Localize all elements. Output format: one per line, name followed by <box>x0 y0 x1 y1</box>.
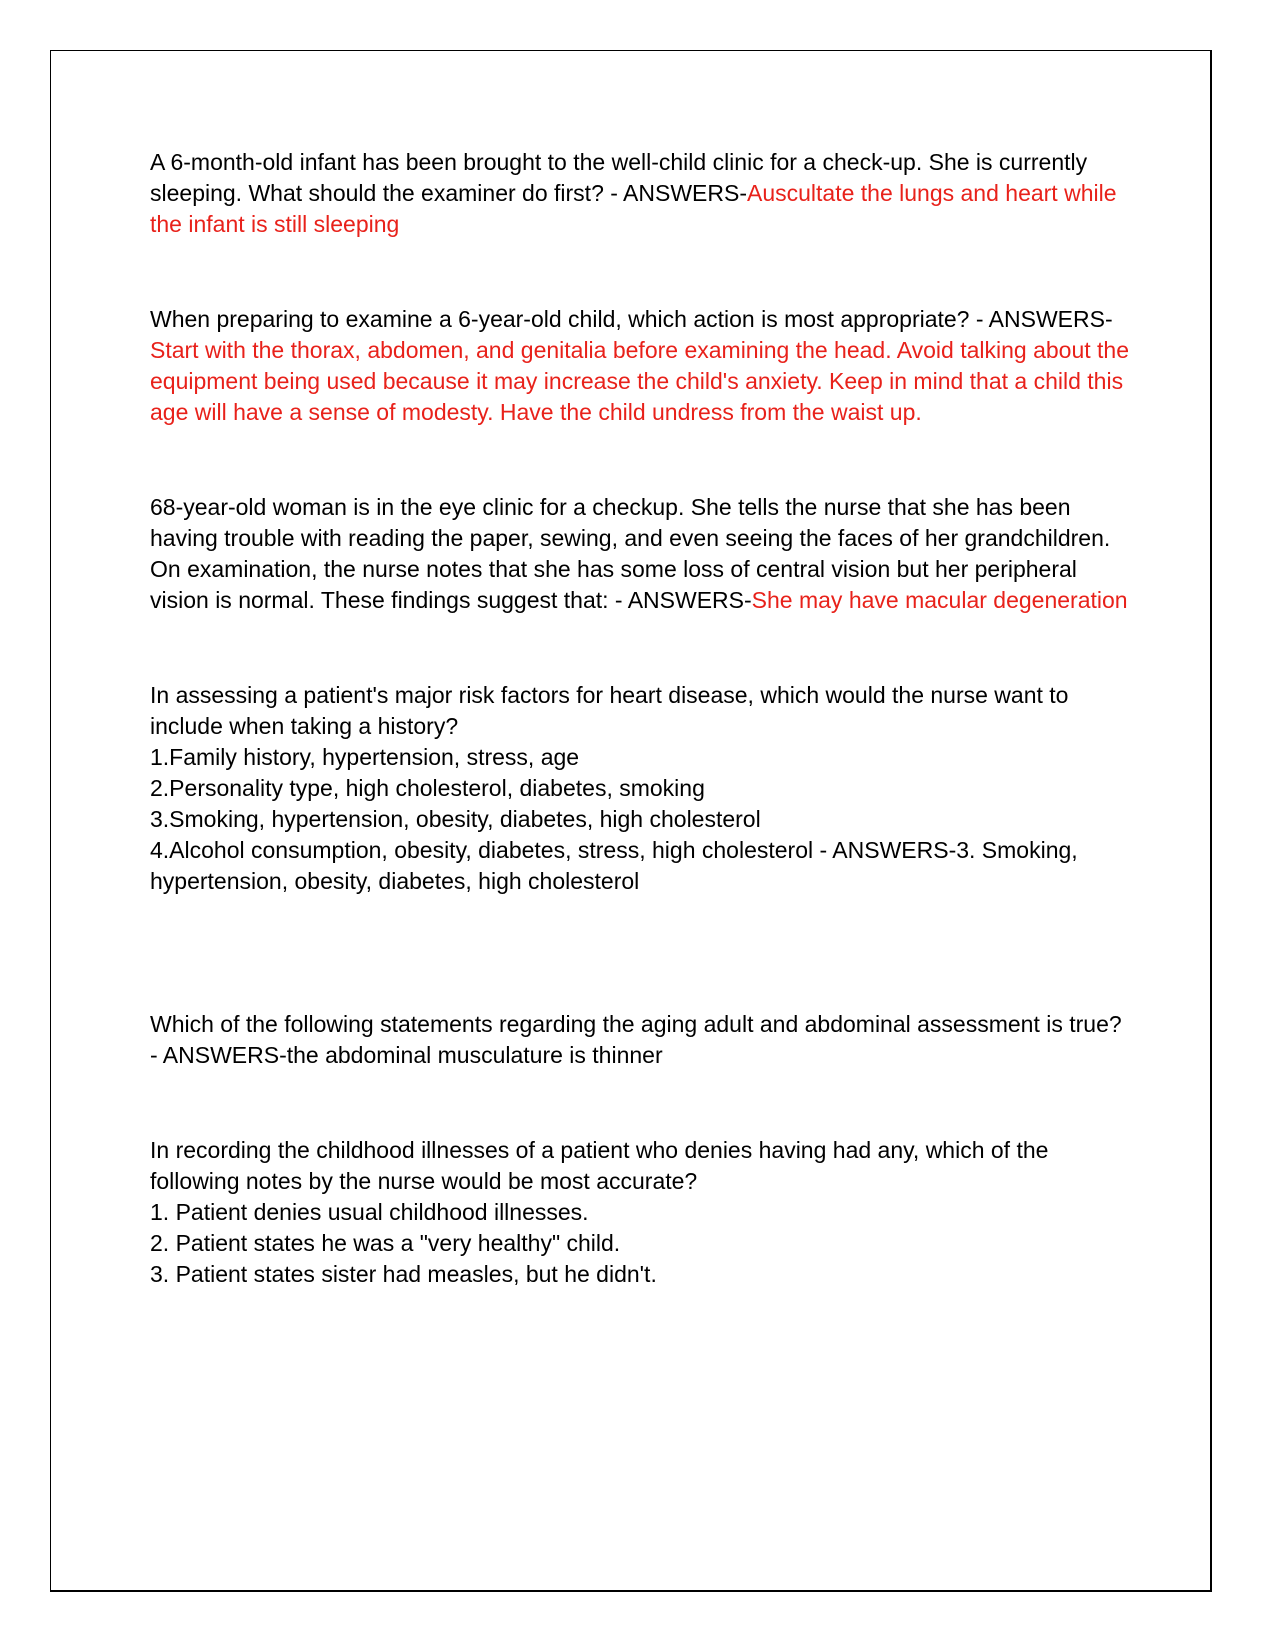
answer-option: 1.Family history, hypertension, stress, age <box>150 744 580 770</box>
question-text <box>150 492 1130 616</box>
question-text: In assessing a patient's major risk factors for heart disease, which would the nurse want to include when taking a history? <box>150 682 1069 739</box>
qa-item <box>150 492 1130 616</box>
qa-item <box>150 304 1130 428</box>
answer-option: 3.Smoking, hypertension, obesity, diabetes, high cholesterol <box>150 806 761 832</box>
answer-option: 2.Personality type, high cholesterol, diabetes, smoking <box>150 775 705 801</box>
answer-text: Start with the thorax, abdomen, and genitalia before examining the head. Avoid talking about the equipment being used because it may increase the child's anxiety. Keep in mind that a child this age will have a sense of modesty. Have the child undress from the waist up. <box>150 337 1130 425</box>
qa-item <box>150 680 1130 897</box>
answer-option: 1. Patient denies usual childhood illnesses. <box>150 1199 589 1225</box>
answer-text: Auscultate the lungs and heart while the infant is still sleeping <box>150 180 1117 237</box>
qa-item <box>150 147 1130 240</box>
question-text: Which of the following statements regarding the aging adult and abdominal assessment is true? - ANSWERS-the abdominal musculature is thinner <box>150 1011 1122 1068</box>
question-text <box>150 147 1130 240</box>
qa-item <box>150 1009 1130 1071</box>
answer-option: 2. Patient states he was a "very healthy" child. <box>150 1230 621 1256</box>
answer-option: 3. Patient states sister had measles, but he didn't. <box>150 1261 657 1287</box>
question-text: In recording the childhood illnesses of a patient who denies having had any, which of the following notes by the nurse would be most accurate? <box>150 1137 1049 1194</box>
document-body <box>150 147 1130 1290</box>
question-prompt: A 6-month-old infant has been brought to the well-child clinic for a check-up. She is currently sleeping. What should the examiner do first? - ANSWERS- <box>150 149 1088 206</box>
answer-text: She may have macular degeneration <box>751 587 1128 613</box>
question-prompt: 68-year-old woman is in the eye clinic for a checkup. She tells the nurse that she has been having trouble with reading the paper, sewing, and even seeing the faces of her grandchildren. On examination, the nurse notes that she has some loss of central vision but her peripheral vision is normal. These findings suggest that: - ANSWERS- <box>150 494 1111 613</box>
qa-item <box>150 1135 1130 1290</box>
answer-option: 4.Alcohol consumption, obesity, diabetes, stress, high cholesterol - ANSWERS-3. Smoking, hypertension, obesity, diabetes, high cholesterol <box>150 837 1078 894</box>
question-prompt: When preparing to examine a 6-year-old child, which action is most appropriate? - ANSWERS- <box>150 306 1113 332</box>
question-text <box>150 304 1130 428</box>
